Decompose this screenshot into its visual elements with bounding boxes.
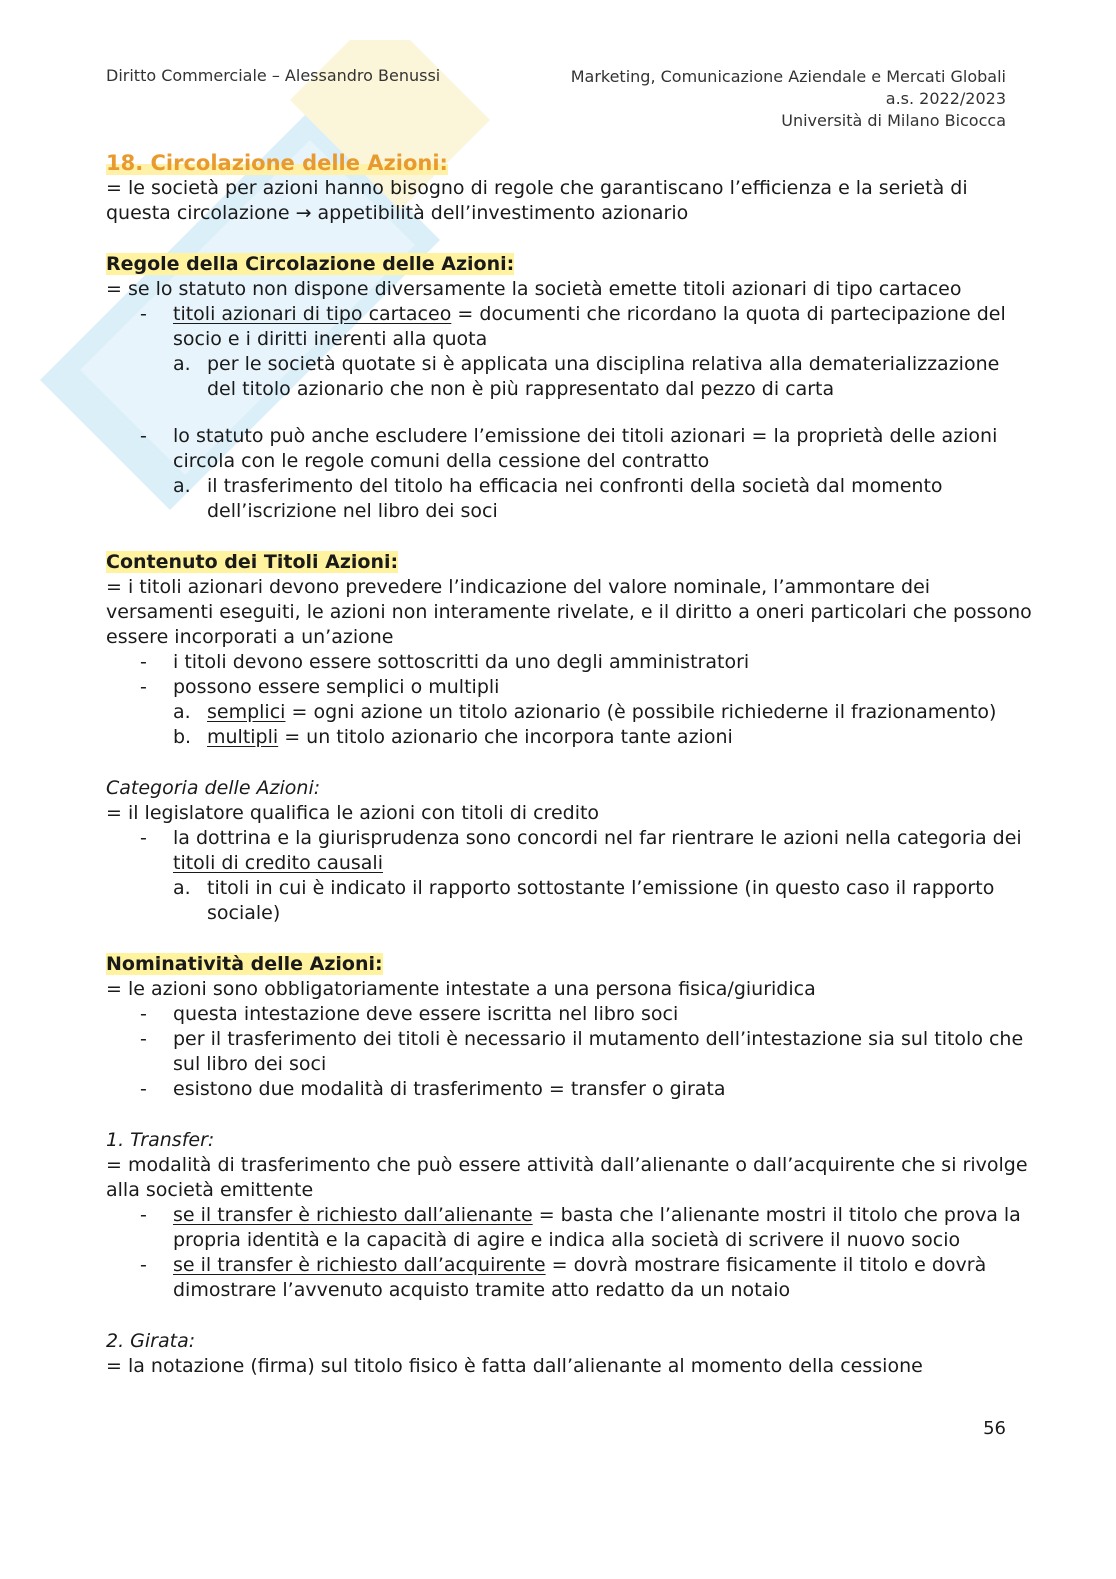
sub-item: b. multipli = un titolo azionario che incorpora tante azioni (173, 726, 733, 748)
bullet-item: - i titoli devono essere sottoscritti da uno degli amministratori (106, 650, 1006, 675)
paragraph: = la notazione (firma) sul titolo fisico è fatta dall’alienante al momento della cessione (106, 1355, 923, 1377)
bullet-continuation: propria identità e la capacità di agire e indica alla società di scrivere il nuovo socio (173, 1229, 961, 1251)
bullet-continuation: socio e i diritti inerenti alla quota (173, 328, 488, 350)
subsection-title-contenuto: Contenuto dei Titoli Azioni: (106, 551, 399, 573)
subsection-title-transfer: 1. Transfer: (106, 1129, 215, 1151)
bullet-continuation: titoli di credito causali (173, 852, 383, 874)
sub-item: a. semplici = ogni azione un titolo azionario (è possibile richiederne il frazionamento) (173, 701, 997, 723)
header-program: Marketing, Comunicazione Aziendale e Mercati Globali (570, 67, 1006, 86)
section-title: 18. Circolazione delle Azioni: (106, 151, 448, 175)
paragraph: = modalità di trasferimento che può essere attività dall’alienante o dall’acquirente che si rivolge (106, 1154, 1028, 1176)
page-number: 56 (983, 1418, 1006, 1439)
bullet-continuation: dimostrare l’avvenuto acquisto tramite atto redatto da un notaio (173, 1279, 791, 1301)
subsection-title-regole: Regole della Circolazione delle Azioni: (106, 253, 515, 275)
bullet-item: - possono essere semplici o multipli (106, 675, 1006, 700)
bullet-item: - per il trasferimento dei titoli è necessario il mutamento dell’intestazione sia sul titolo che (106, 1027, 1006, 1052)
sub-item: a. per le società quotate si è applicata una disciplina relativa alla dematerializzazione (173, 353, 1000, 375)
header-course: Diritto Commerciale – Alessandro Benussi (106, 66, 441, 85)
bullet-item: - questa intestazione deve essere iscritta nel libro soci (106, 1002, 1006, 1027)
bullet-item: - titoli azionari di tipo cartaceo = documenti che ricordano la quota di partecipazione del (106, 302, 1006, 327)
paragraph: = i titoli azionari devono prevedere l’indicazione del valore nominale, l’ammontare dei (106, 576, 931, 598)
subsection-title-girata: 2. Girata: (106, 1330, 196, 1352)
bullet-item: - la dottrina e la giurisprudenza sono concordi nel far rientrare le azioni nella categoria dei (106, 826, 1006, 851)
header-university: Università di Milano Bicocca (781, 111, 1006, 130)
sub-item-continuation: dell’iscrizione nel libro dei soci (207, 500, 498, 522)
bullet-item: - lo statuto può anche escludere l’emissione dei titoli azionari = la proprietà delle azioni (106, 424, 1006, 449)
paragraph: = il legislatore qualifica le azioni con titoli di credito (106, 802, 600, 824)
sub-item-continuation: sociale) (207, 902, 281, 924)
intro-line: questa circolazione → appetibilità dell’investimento azionario (106, 202, 689, 224)
paragraph: alla società emittente (106, 1179, 314, 1201)
paragraph: essere incorporati a un’azione (106, 626, 394, 648)
bullet-item: - se il transfer è richiesto dall’acquirente = dovrà mostrare fisicamente il titolo e dovrà (106, 1253, 1006, 1278)
header-info (571, 66, 1006, 132)
subsection-title-nominativita: Nominatività delle Azioni: (106, 953, 383, 975)
subsection-title-categoria: Categoria delle Azioni: (106, 777, 321, 799)
bullet-item: - esistono due modalità di trasferimento = transfer o girata (106, 1077, 1006, 1102)
sub-item: a. il trasferimento del titolo ha efficacia nei confronti della società dal momento (173, 475, 943, 497)
sub-item-continuation: del titolo azionario che non è più rappresentato dal pezzo di carta (207, 378, 835, 400)
header-year: a.s. 2022/2023 (885, 89, 1006, 108)
bullet-item: - se il transfer è richiesto dall’alienante = basta che l’alienante mostri il titolo che prova la (106, 1203, 1006, 1228)
bullet-continuation: sul libro dei soci (173, 1053, 327, 1075)
paragraph: = le azioni sono obbligatoriamente intestate a una persona fisica/giuridica (106, 978, 816, 1000)
intro-line: = le società per azioni hanno bisogno di regole che garantiscano l’efficienza e la serietà di (106, 177, 968, 199)
paragraph: = se lo statuto non dispone diversamente la società emette titoli azionari di tipo cartaceo (106, 278, 962, 300)
document-body (106, 150, 1032, 1379)
sub-item: a. titoli in cui è indicato il rapporto sottostante l’emissione (in questo caso il rapporto (173, 877, 995, 899)
paragraph: versamenti eseguiti, le azioni non interamente rivelate, e il diritto a oneri particolari che possono (106, 601, 1032, 623)
bullet-continuation: circola con le regole comuni della cessione del contratto (173, 450, 710, 472)
